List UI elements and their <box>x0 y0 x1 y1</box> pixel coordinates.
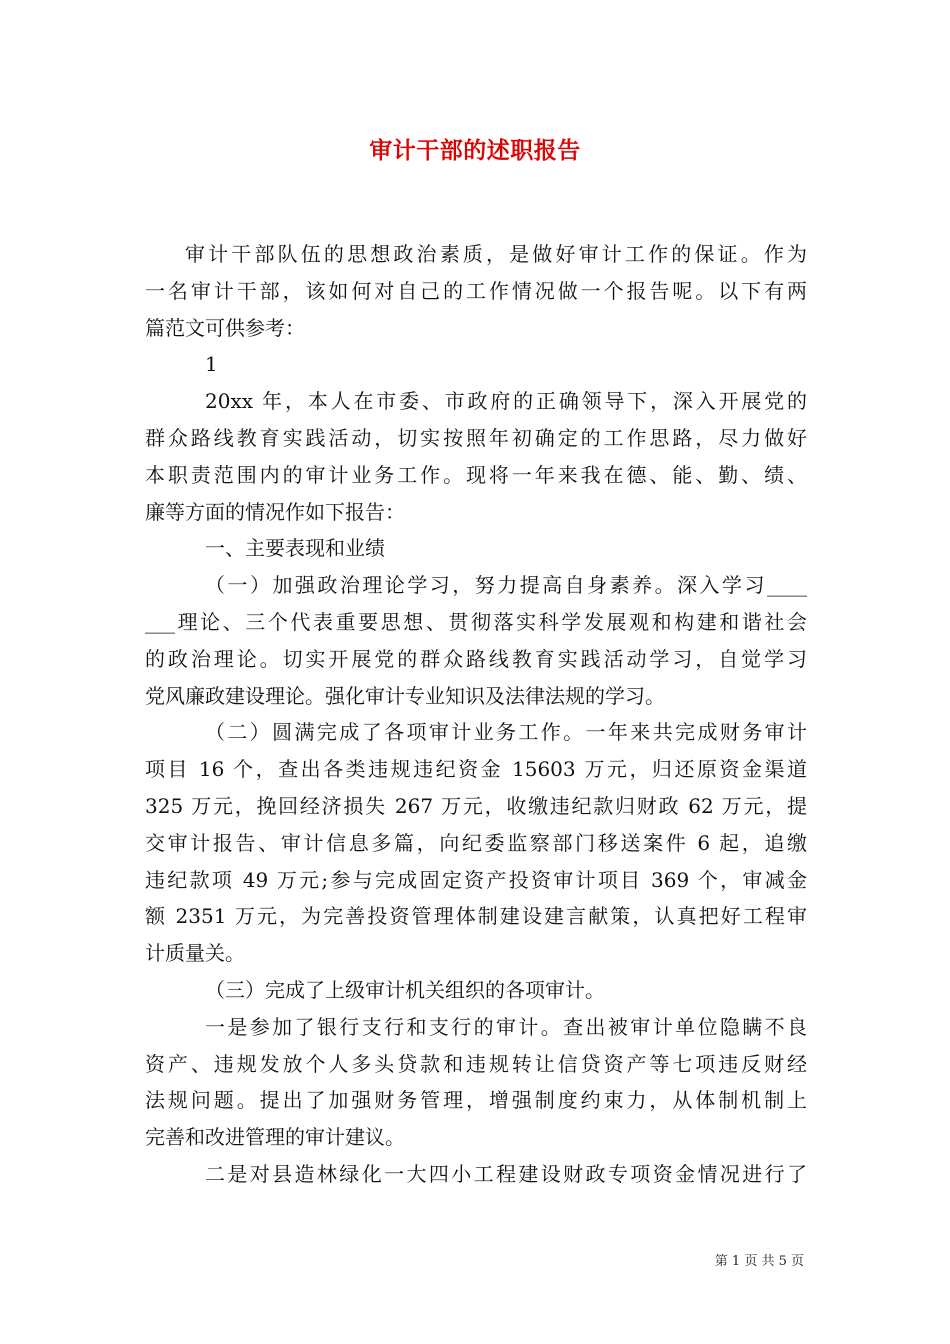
text-line: 325 万元，挽回经济损失 267 万元，收缴违纪款归财政 62 万元，提 <box>145 793 807 818</box>
document-title: 审计干部的述职报告 <box>369 137 581 164</box>
text-line: （三）完成了上级审计机关组织的各项审计。 <box>205 977 605 1002</box>
text-line: 20xx 年，本人在市委、市政府的正确领导下，深入开展党的 <box>205 389 807 414</box>
text-line: （一）加强政治理论学习，努力提高自身素养。深入学习____ <box>205 573 807 598</box>
text-line: ___理论、三个代表重要思想、贯彻落实科学发展观和构建和谐社会 <box>145 609 807 634</box>
text-line: 法规问题。提出了加强财务管理，增强制度约束力，从体制机制上 <box>145 1088 807 1113</box>
section-heading: 一、主要表现和业绩 <box>205 536 385 561</box>
text-line: 篇范文可供参考： <box>145 315 305 340</box>
text-line: 党风廉政建设理论。强化审计专业知识及法律法规的学习。 <box>145 683 665 708</box>
text-line: 审计干部队伍的思想政治素质，是做好审计工作的保证。作为 <box>185 242 807 266</box>
text-line: 资产、违规发放个人多头贷款和违规转让信贷资产等七项违反财经 <box>145 1051 807 1076</box>
text-line: 一名审计干部，该如何对自己的工作情况做一个报告呢。以下有两 <box>145 278 807 303</box>
text-line: 额 2351 万元，为完善投资管理体制建设建言献策，认真把好工程审 <box>145 904 807 929</box>
text-line: 一是参加了银行支行和支行的审计。查出被审计单位隐瞒不良 <box>205 1014 807 1039</box>
text-line: （二）圆满完成了各项审计业务工作。一年来共完成财务审计 <box>205 720 807 745</box>
text-line: 完善和改进管理的审计建议。 <box>145 1125 405 1150</box>
text-line: 本职责范围内的审计业务工作。现将一年来我在德、能、勤、绩、 <box>145 462 807 487</box>
page-footer: 第 1 页 共 5 页 <box>714 1254 804 1269</box>
text-line: 二是对县造林绿化一大四小工程建设财政专项资金情况进行了 <box>205 1161 807 1186</box>
text-line: 交审计报告、审计信息多篇，向纪委监察部门移送案件 6 起，追缴 <box>145 830 807 855</box>
document-body <box>145 236 807 1193</box>
section-number: 1 <box>205 352 218 377</box>
text-line: 群众路线教育实践活动，切实按照年初确定的工作思路，尽力做好 <box>145 425 807 450</box>
text-line: 的政治理论。切实开展党的群众路线教育实践活动学习，自觉学习 <box>145 646 807 671</box>
text-line: 项目 16 个，查出各类违规违纪资金 15603 万元，归还原资金渠道 <box>145 757 807 782</box>
text-line: 计质量关。 <box>145 941 245 966</box>
text-line: 廉等方面的情况作如下报告： <box>145 499 405 524</box>
text-line: 违纪款项 49 万元;参与完成固定资产投资审计项目 369 个，审减金 <box>145 867 807 892</box>
